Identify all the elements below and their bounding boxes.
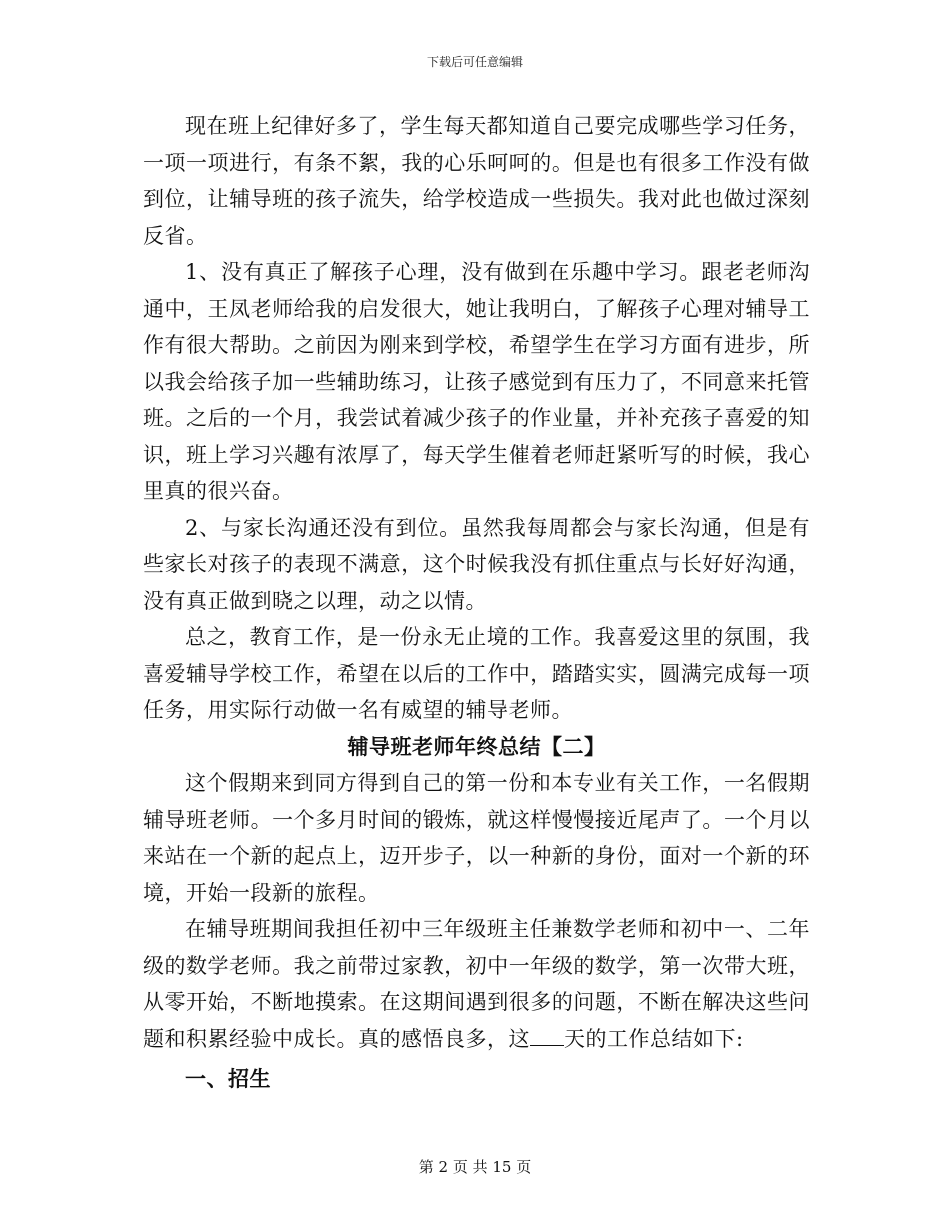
paragraph-3: 2、与家长沟通还没有到位。虽然我每周都会与家长沟通，但是有些家长对孩子的表现不满意，这个时候我没有抓住重点与长好好沟通，没有真正做到晓之以理，动之以情。 [143,515,810,613]
subheading-enrollment: 一、招生 [185,1066,271,1091]
paragraph-2: 1、没有真正了解孩子心理，没有做到在乐趣中学习。跟老老师沟通中，王凤老师给我的启发很大，她让我明白，了解孩子心理对辅导工作有很大帮助。之前因为刚来到学校，希望学生在学习方面有进步，所以我会给孩子加一些辅助练习，让孩子感觉到有压力了，不同意来托管班。之后的一个月，我尝试着减少孩子的作业量，并补充孩子喜爱的知识，班上学习兴趣有浓厚了，每天学生催着老师赶紧听写的时候，我心里真的很兴奋。 [143,260,810,503]
paragraph-4: 总之，教育工作，是一份永无止境的工作。我喜爱这里的氛围，我喜爱辅导学校工作，希望在以后的工作中，踏踏实实，圆满完成每一项任务，用实际行动做一名有威望的辅导老师。 [143,625,810,722]
section-title: 辅导班老师年终总结【二】 [347,733,606,759]
paragraph-6 [143,911,810,1057]
page-footer: 第 2 页 共 15 页 [418,1158,532,1176]
paragraph-1: 现在班上纪律好多了，学生每天都知道自己要完成哪些学习任务，一项一项进行，有条不絮，我的心乐呵呵的。但是也有很多工作没有做到位，让辅导班的孩子流失，给学校造成一些损失。我对此也做过深刻反省。 [143,114,810,248]
page-header-note: 下载后可任意编辑 [426,55,523,69]
document-body [143,108,810,1098]
paragraph-6-text-start: 在辅导班期间我担任初中三年级班主任兼数学老师和初中一、二年级的数学老师。我之前带过家教，初中一年级的数学，第一次带大班，从零开始，不断地摸索。在这期间遇到很多的问题，不断在解决这些问题和积累经验中成长。真的感悟良多，这 [143,917,810,1051]
paragraph-6-text-end: 天的工作总结如下: [564,1026,744,1051]
fill-in-blank [530,1044,564,1046]
paragraph-5: 这个假期来到同方得到自己的第一份和本专业有关工作，一名假期辅导班老师。一个多月时间的锻炼，就这样慢慢接近尾声了。一个月以来站在一个新的起点上，迈开步子，以一种新的身份，面对一个新的环境，开始一段新的旅程。 [143,771,810,905]
